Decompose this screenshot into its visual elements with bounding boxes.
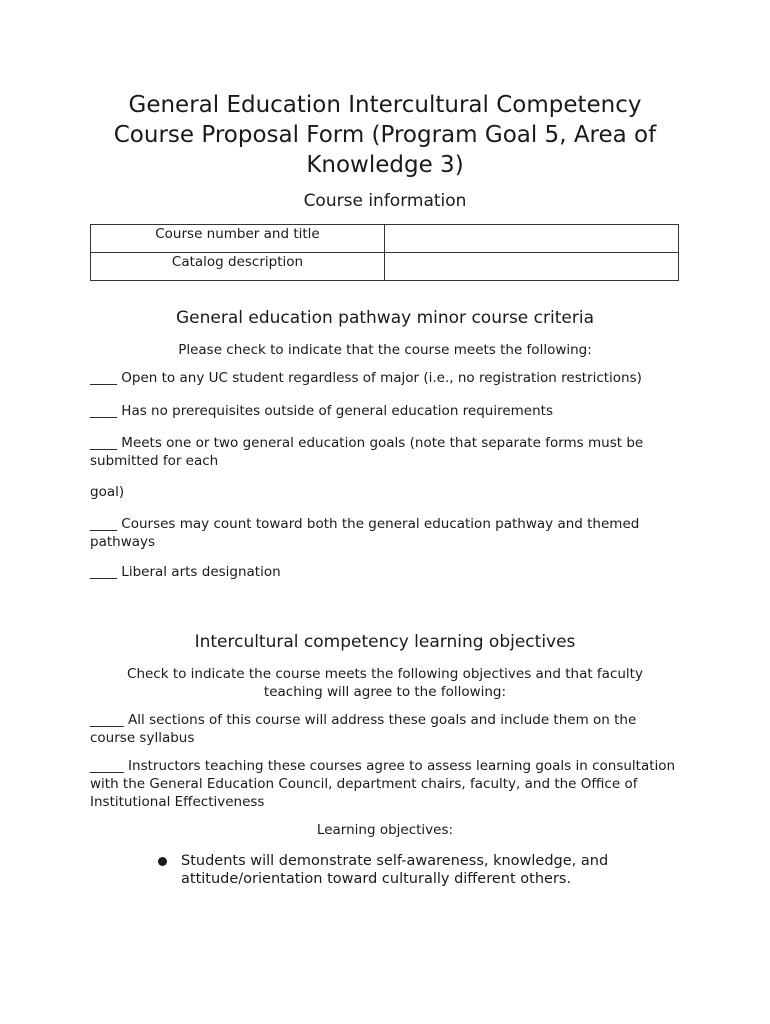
criterion-open-enrollment: ____ Open to any UC student regardless of major (i.e., no registration restrictions) — [90, 370, 642, 386]
criterion-goals: ____ Meets one or two general education goals (note that separate forms must be submitted for each — [90, 435, 644, 469]
course-number-field[interactable] — [385, 225, 679, 253]
course-info-heading: Course information — [303, 191, 467, 211]
learning-objective-text: Students will demonstrate self-awareness, knowledge, and attitude/orientation toward culturally different others. — [181, 853, 609, 887]
pathway-instruction: Please check to indicate that the course meets the following: — [178, 342, 592, 358]
catalog-description-label: Catalog description — [91, 253, 385, 281]
objectives-instruction: Check to indicate the course meets the following objectives and that faculty teaching will agree to the following: — [127, 666, 643, 700]
objective-assessment: _____ Instructors teaching these courses agree to assess learning goals in consultation with the General Education Council, department chairs, faculty, and the Office of Institutional Effectiveness — [90, 758, 676, 810]
title-line-3: Knowledge 3) — [306, 152, 464, 178]
criterion-pathways: ____ Courses may count toward both the general education pathway and themed pathways — [90, 516, 640, 550]
table-row — [91, 225, 679, 253]
title-line-1: General Education Intercultural Competency — [128, 92, 642, 118]
course-number-label: Course number and title — [91, 225, 385, 253]
course-info-table — [90, 224, 679, 281]
learning-objectives-label: Learning objectives: — [316, 822, 454, 838]
catalog-description-field[interactable] — [385, 253, 679, 281]
criterion-liberal-arts: ____ Liberal arts designation — [90, 564, 281, 580]
title-line-2: Course Proposal Form (Program Goal 5, Area of — [113, 122, 657, 148]
objectives-heading: Intercultural competency learning objectives — [194, 632, 576, 652]
pathway-heading: General education pathway minor course criteria — [176, 308, 594, 328]
bullet-icon — [158, 857, 167, 866]
criterion-no-prerequisites: ____ Has no prerequisites outside of general education requirements — [90, 403, 553, 419]
objective-syllabus: _____ All sections of this course will address these goals and include them on the course syllabus — [90, 712, 637, 746]
form-title — [90, 90, 680, 180]
table-row — [91, 253, 679, 281]
criterion-goals-continued: goal) — [90, 484, 125, 500]
